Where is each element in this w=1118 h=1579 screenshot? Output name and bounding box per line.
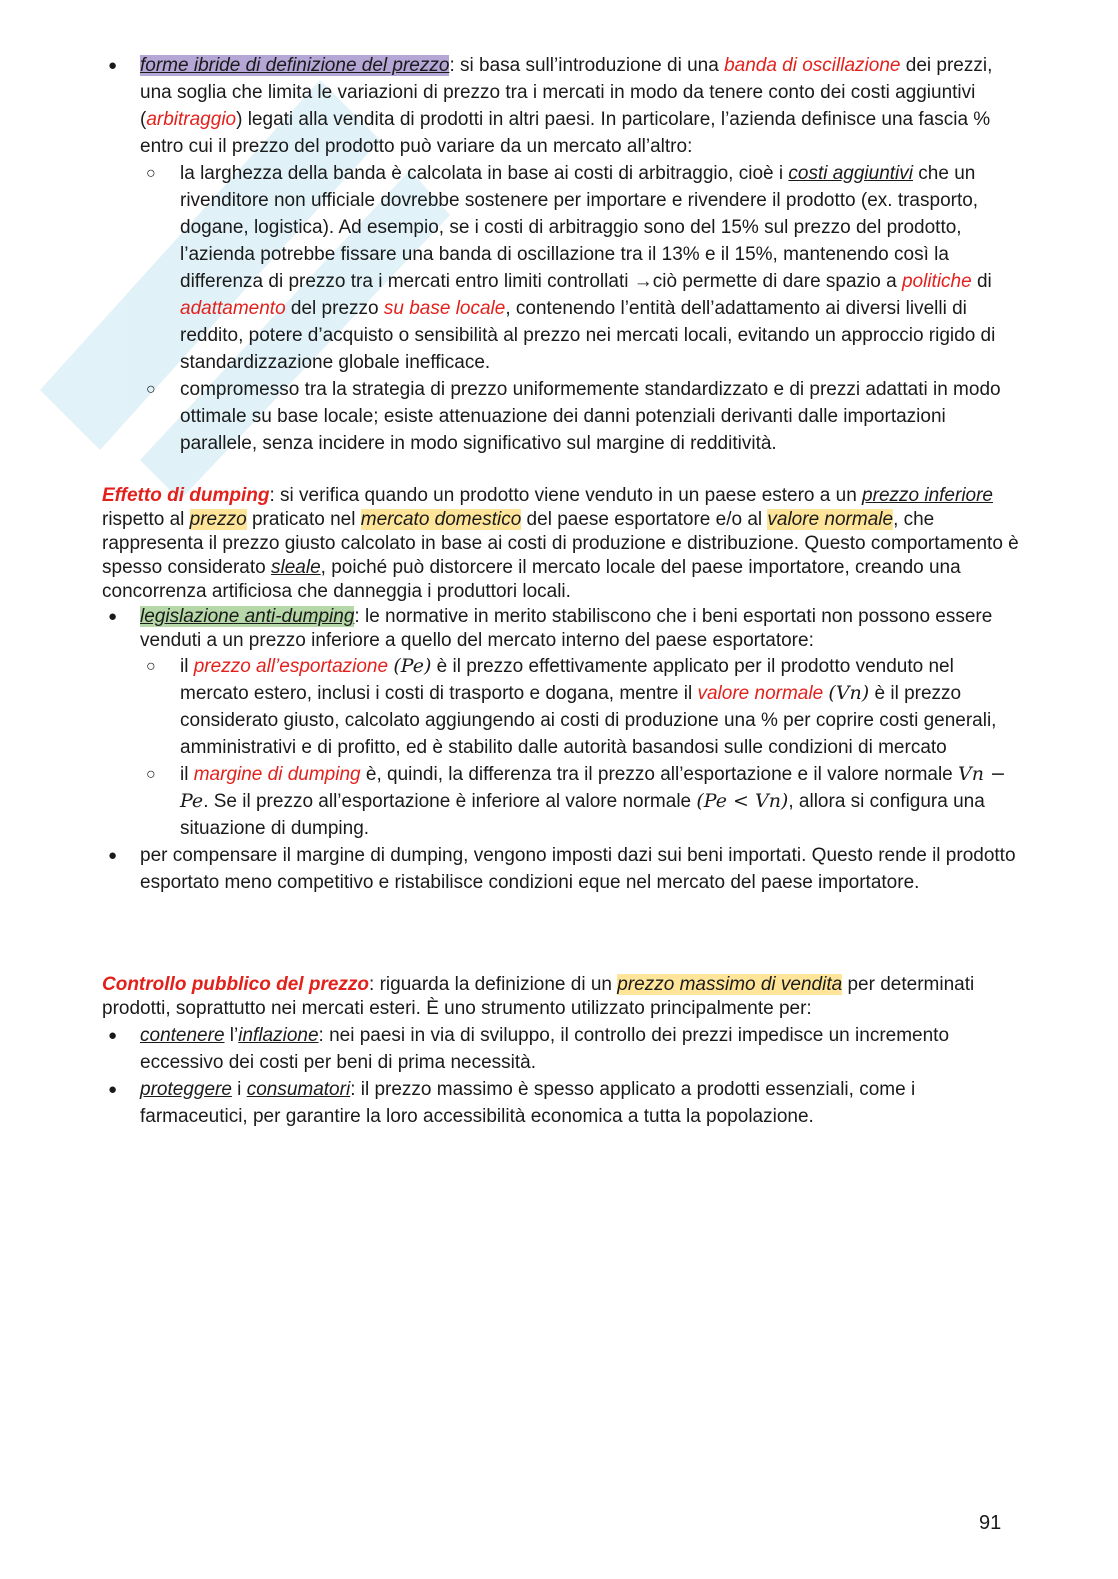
list-item: ● proteggere i consumatori: il prezzo massimo è spesso applicato a prodotti essenziali, come i farmaceutici, per garantire la loro accessibilità economica a tutta la popolazione. (102, 1076, 1022, 1130)
sub-list-item: ○ il margine di dumping è, quindi, la differenza tra il prezzo all’esportazione e il valore normale Vn − Pe. Se il prezzo all’esportazione è inferiore al valore normale (Pe < Vn), allora si configura una situazione di dumping. (102, 761, 1022, 842)
term-costi-aggiuntivi: costi aggiuntivi (788, 163, 913, 184)
bullet-list (102, 52, 1022, 457)
section-price-control (102, 973, 1022, 1130)
page-number: 91 (979, 1512, 1002, 1534)
term-hybrid-pricing: forme ibride di definizione del prezzo (140, 55, 450, 76)
section-hybrid-pricing (102, 52, 1022, 457)
section-dumping (102, 484, 1022, 896)
bullet-list (102, 605, 1022, 896)
list-item: ● per compensare il margine di dumping, vengono imposti dazi sui beni importati. Questo rende il prodotto esportato meno competitivo e ristabilisce condizioni eque nel mercato del paese importatore. (102, 842, 1022, 896)
list-item: ● legislazione anti-dumping: le normative in merito stabiliscono che i beni esportati non possono essere venduti a un prezzo inferiore a quello del mercato interno del paese esportatore: (102, 605, 1022, 653)
term-anti-dumping: legislazione anti-dumping (140, 606, 355, 627)
paragraph-price-control: Controllo pubblico del prezzo: riguarda la definizione di un prezzo massimo di vendita per determinati prodotti, soprattutto nei mercati esteri. È uno strumento utilizzato principalmente per: (102, 974, 975, 1019)
sub-list-item: ○ la larghezza della banda è calcolata in base ai costi di arbitraggio, cioè i costi aggiuntivi che un rivenditore non ufficiale dovrebbe sostenere per importare e rivendere il prodotto (ex. trasporto, dogane, logistica). Ad esempio, se i costi di arbitraggio sono del 15% sul prezzo del prodotto, l’azienda potrebbe fissare una banda di oscillazione tra il 13% e il 15%, mantenendo così la differenza di prezzo tra i mercati entro limiti controllati →ciò permette di dare spazio a politiche di adattamento del prezzo su base locale, contenendo l’entità dell’adattamento ai diversi livelli di reddito, potere d’acquisto o sensibilità al prezzo nei mercati locali, evitando un approccio rigido di standardizzazione globale inefficace. (102, 160, 1022, 376)
paragraph-dumping: Effetto di dumping: si verifica quando un prodotto viene venduto in un paese estero a un prezzo inferiore rispetto al prezzo praticato nel mercato domestico del paese esportatore e/o al valore normale, che rappresenta il prezzo giusto calcolato in base ai costi di produzione e distribuzione. Questo comportamento è spesso considerato sleale, poiché può distorcere il mercato locale del paese importatore, creando una concorrenza artificiosa che danneggia i produttori locali. (102, 485, 1019, 602)
sub-list-item: ○ compromesso tra la strategia di prezzo uniformemente standardizzato e di prezzi adattati in modo ottimale su base locale; esiste attenuazione dei danni potenziali derivanti dalle importazioni parallele, senza incidere in modo significativo sul margine di redditività. (102, 376, 1022, 457)
bullet-list (102, 1022, 1022, 1130)
heading-price-control: Controllo pubblico del prezzo (102, 974, 370, 995)
term-arbitraggio: arbitraggio (146, 109, 237, 130)
list-item: ● contenere l’inflazione: nei paesi in via di sviluppo, il controllo dei prezzi impedisce un incremento eccessivo dei costi per beni di prima necessità. (102, 1022, 1022, 1076)
term-banda: banda di oscillazione (724, 55, 901, 76)
sub-list-item: ○ il prezzo all’esportazione (Pe) è il prezzo effettivamente applicato per il prodotto venduto nel mercato estero, inclusi i costi di trasporto e dogana, mentre il valore normale (Vn) è il prezzo considerato giusto, calcolato aggiungendo ai costi di produzione una % per coprire costi generali, amministrativi e di profitto, ed è stabilito dalle autorità basandosi sulle condizioni di mercato (102, 653, 1022, 761)
list-item: ● forme ibride di definizione del prezzo: si basa sull’introduzione di una banda di oscillazione dei prezzi, una soglia che limita le variazioni di prezzo tra i mercati in modo da tenere conto dei costi aggiuntivi (arbitraggio) legati alla vendita di prodotti in altri paesi. In particolare, l’azienda definisce una fascia % entro cui il prezzo del prodotto può variare da un mercato all’altro: (102, 52, 1022, 160)
heading-dumping: Effetto di dumping (102, 485, 270, 506)
